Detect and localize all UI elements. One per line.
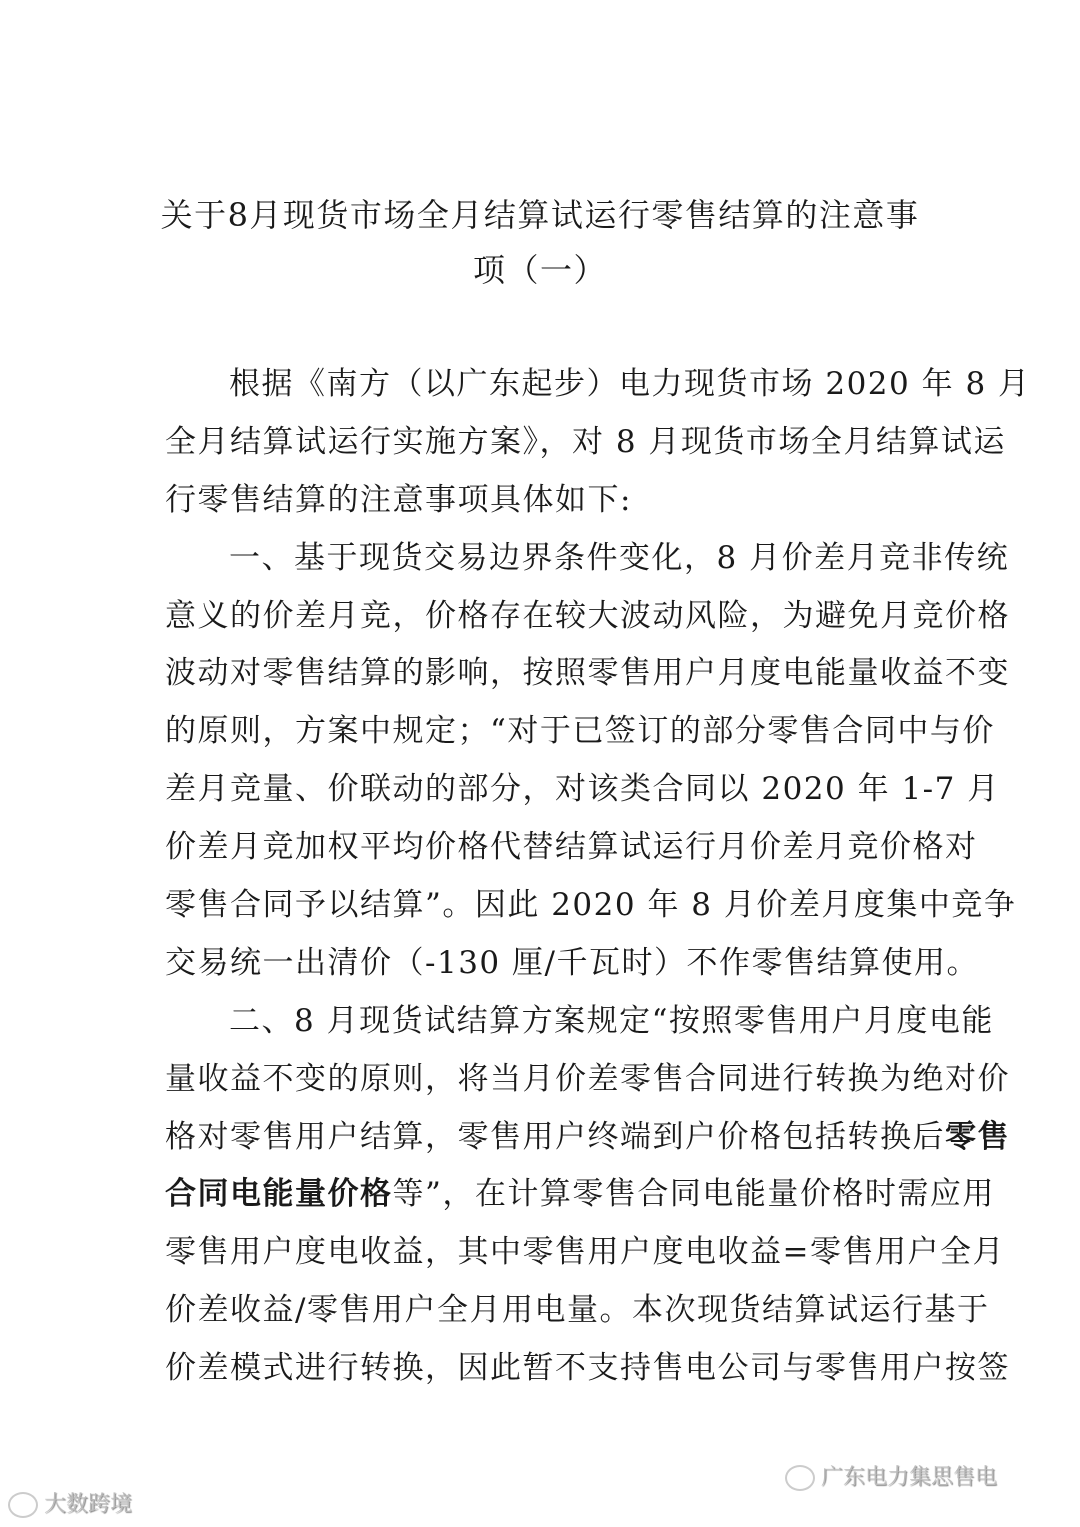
paragraph-3-line: 量收益不变的原则，将当月价差零售合同进行转换为绝对价 xyxy=(165,1060,1010,1097)
bold-term: 合同电能量价格 xyxy=(165,1176,393,1213)
paragraph-2-line: 零售合同予以结算”。因此 2020 年 8 月价差月度集中竞争 xyxy=(165,887,1017,924)
paragraph-2-line: 差月竞量、价联动的部分，对该类合同以 2020 年 1-7 月 xyxy=(165,771,1000,808)
watermark-left xyxy=(8,1487,132,1518)
paragraph-1-line: 行零售结算的注意事项具体如下: xyxy=(165,481,632,518)
document-body xyxy=(165,356,1031,1398)
brand-logo-icon xyxy=(8,1492,38,1518)
paragraph-2-line: 一、基于现货交易边界条件变化，8 月价差月竞非传统 xyxy=(229,539,1010,576)
paragraph-3-line xyxy=(165,1109,1010,1167)
watermark-left-text: 大数跨境 xyxy=(44,1492,133,1517)
line-text: 格对零售用户结算，零售用户终端到户价格包括转换后 xyxy=(165,1118,945,1155)
paragraph-3-line: 价差模式进行转换，因此暂不支持售电公司与零售用户按签 xyxy=(165,1350,1010,1387)
paragraph-2-line: 的原则，方案中规定；“对于已签订的部分零售合同中与价 xyxy=(165,713,995,750)
paragraph-1-line: 全月结算试运行实施方案》，对 8 月现货市场全月结算试运 xyxy=(165,423,1006,460)
paragraph-1-line: 根据《南方（以广东起步）电力现货市场 2020 年 8 月 xyxy=(229,366,1031,402)
bold-term: 零售 xyxy=(945,1118,1010,1155)
paragraph-2-line: 价差月竞加权平均价格代替结算试运行月价差月竞价格对 xyxy=(165,829,978,866)
paragraph-2-line: 交易统一出清价（-130 厘/千瓦时）不作零售结算使用。 xyxy=(165,944,979,981)
document-title-line-1: 关于8月现货市场全月结算试运行零售结算的注意事 xyxy=(160,196,920,234)
paragraph-3-line: 价差收益/零售用户全月用电量。本次现货结算试运行基于 xyxy=(165,1292,990,1329)
wechat-icon xyxy=(785,1465,815,1491)
watermark-right-text: 广东电力集思售电 xyxy=(821,1465,998,1490)
paragraph-2-line: 意义的价差月竞，价格存在较大波动风险，为避免月竞价格 xyxy=(165,597,1010,634)
paragraph-3-line: 零售用户度电收益，其中零售用户度电收益=零售用户全月 xyxy=(165,1234,1005,1271)
watermark-right xyxy=(785,1460,997,1491)
line-text: 等”，在计算零售合同电能量价格时需应用 xyxy=(392,1176,995,1213)
document-title-line-2: 项（一） xyxy=(472,251,607,289)
paragraph-2-line: 波动对零售结算的影响，按照零售用户月度电能量收益不变 xyxy=(165,655,1010,692)
paragraph-3-line: 二、8 月现货试结算方案规定“按照零售用户月度电能 xyxy=(229,1002,994,1039)
paragraph-3-line xyxy=(165,1166,995,1224)
